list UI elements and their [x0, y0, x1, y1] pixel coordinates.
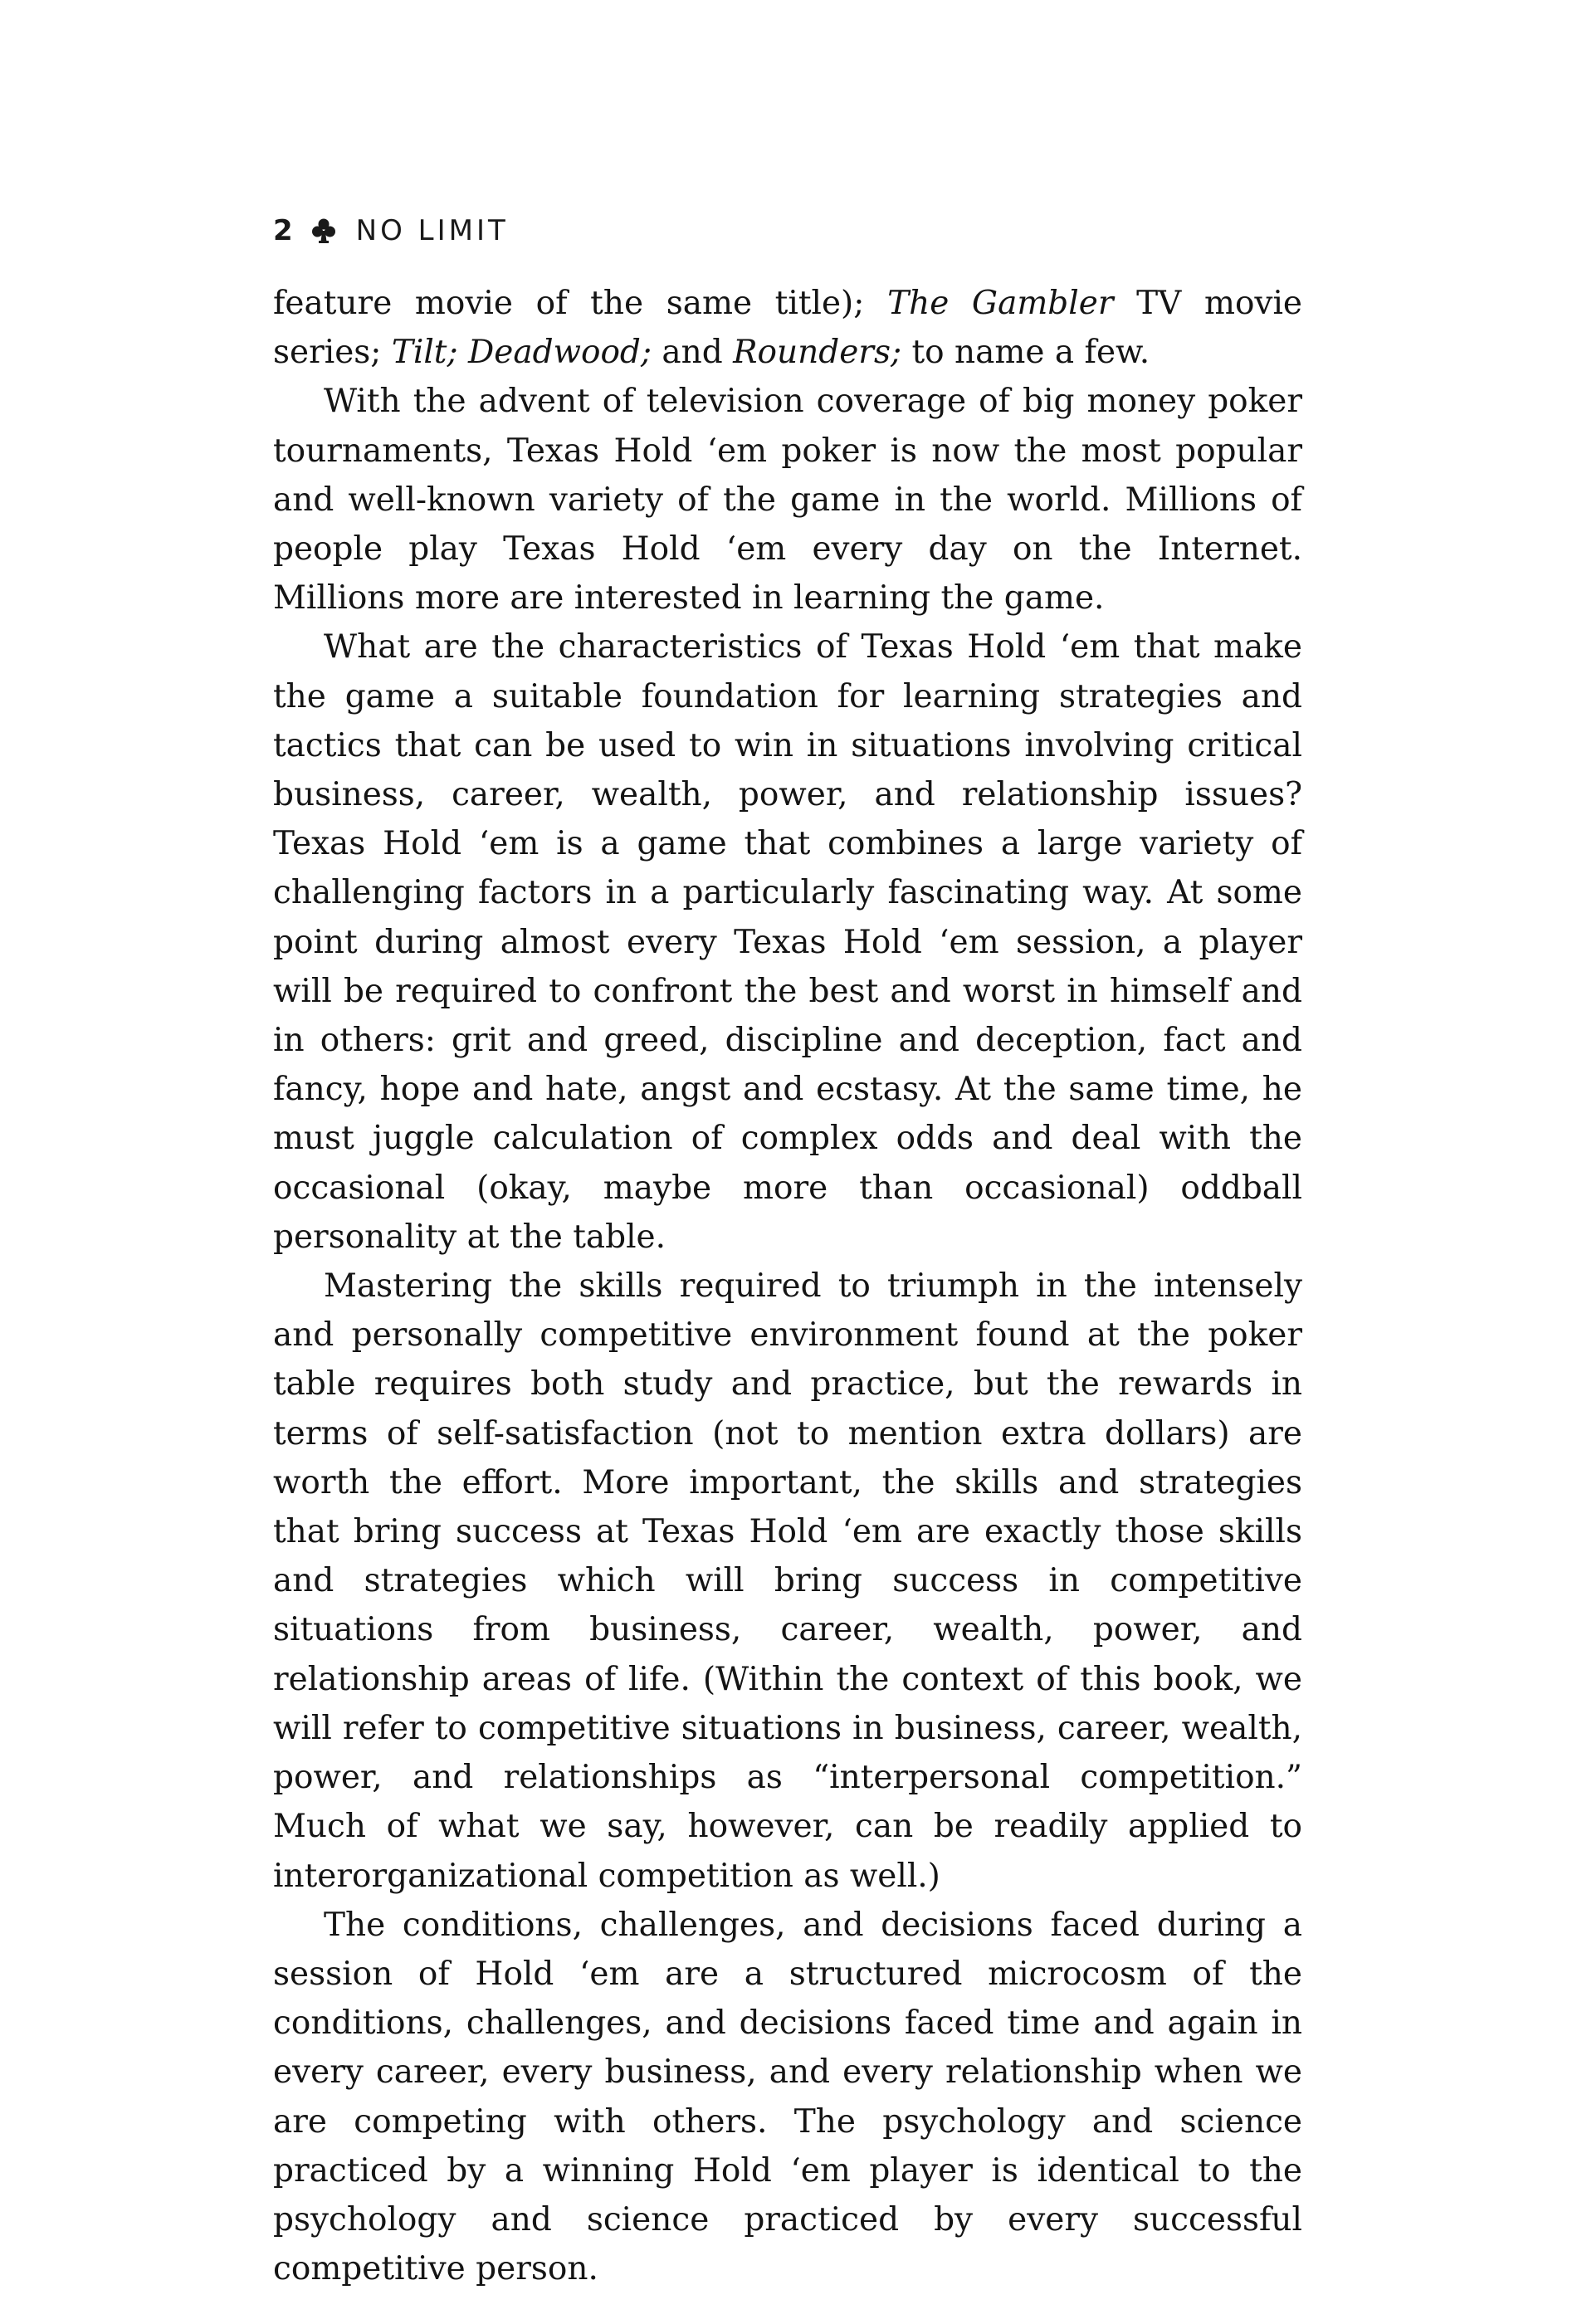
running-head — [273, 214, 509, 247]
italic-titles-tilt-deadwood: Tilt; Deadwood; — [391, 334, 652, 372]
paragraph: With the advent of television coverage of big money poker tournaments, Texas Hold ‘em poker is now the most popular and well-known variety of the game in the world. Millions of people play Texas Hold ‘em every day on the Internet. Millions more are interested in learning the game. — [273, 383, 1302, 618]
italic-title-rounders: Rounders; — [733, 334, 902, 372]
paragraph-continued — [273, 279, 1302, 377]
club-icon — [311, 217, 336, 244]
text-run: to name a few. — [901, 334, 1150, 372]
body-text — [273, 279, 1302, 2293]
text-run: TV movie series; — [273, 285, 1303, 372]
paragraph: Mastering the skills required to triumph in the intensely and personally competitive environment found at the poker table requires both study and practice, but the rewards in terms of self-satisfaction (not to mention extra dollars) are worth the effort. More important, the skills and strategies that bring success at Texas Hold ‘em are exactly those skills and strategies which will bring success in competitive situations from business, career, wealth, power, and relationship areas of life. (Within the context of this book, we will refer to competitive situations in business, career, wealth, power, and relationships as “interpersonal competition.” Much of what we say, however, can be readily applied to interorganizational competition as well.) — [273, 1267, 1302, 1895]
paragraph: The conditions, challenges, and decisions faced during a session of Hold ‘em are a structured microcosm of the conditions, challenges, and decisions faced time and again in every career, every business, and every relationship when we are competing with others. The psychology and science practiced by a winning Hold ‘em player is identical to the psychology and science practiced by every successful competitive person. — [273, 1906, 1302, 2288]
page-number: 2 — [273, 214, 293, 247]
paragraph: What are the characteristics of Texas Hold ‘em that make the game a suitable foundation for learning strategies and tactics that can be used to win in situations involving critical business, career, wealth, power, and relationship issues? Texas Hold ‘em is a game that combines a large variety of challenging factors in a particularly fascinating way. At some point during almost every Texas Hold ‘em session, a player will be required to confront the best and worst in himself and in others: grit and greed, discipline and deception, fact and fancy, hope and hate, angst and ecstasy. At the same time, he must juggle calculation of complex odds and deal with the occasional (okay, maybe more than occasional) oddball personality at the table. — [273, 628, 1302, 1256]
running-head-title: NO LIMIT — [355, 214, 509, 247]
text-run: feature movie of the same title); — [273, 285, 888, 322]
italic-title-the-gambler: The Gambler — [887, 285, 1114, 322]
text-run: and — [652, 334, 734, 372]
